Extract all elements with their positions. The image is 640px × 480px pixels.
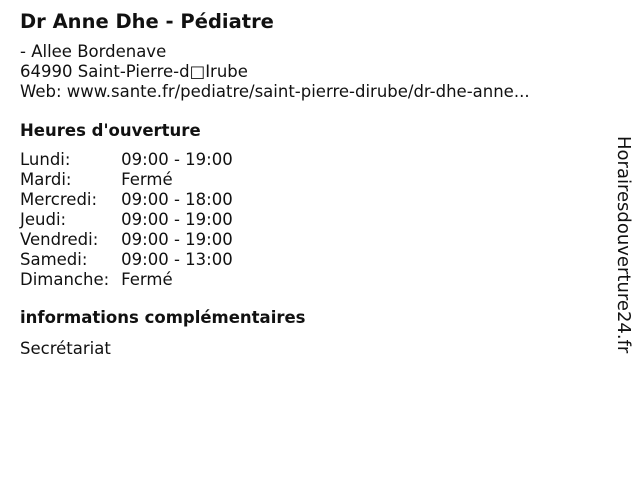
day-label: Dimanche: (20, 270, 110, 289)
additional-info-text: Secrétariat (20, 339, 111, 358)
day-label: Samedi: (20, 250, 88, 269)
day-hours: Fermé (121, 170, 173, 189)
day-hours: 09:00 - 18:00 (121, 190, 233, 209)
day-label: Jeudi: (20, 210, 67, 229)
street-address: - Allee Bordenave (20, 42, 167, 61)
city-address: 64990 Saint-Pierre-d□Irube (20, 62, 248, 81)
table-row (20, 150, 233, 170)
business-card (20, 8, 600, 359)
day-hours: Fermé (121, 270, 173, 289)
table-row (20, 250, 233, 270)
table-row (20, 190, 233, 210)
table-row (20, 170, 233, 190)
table-row (20, 210, 233, 230)
address-block (20, 42, 600, 102)
day-hours: 09:00 - 13:00 (121, 250, 233, 269)
website-link[interactable]: Web: www.sante.fr/pediatre/saint-pierre-dirube/dr-dhe-anne... (20, 82, 530, 101)
additional-info-heading: informations complémentaires (20, 308, 306, 327)
day-label: Lundi: (20, 150, 71, 169)
opening-hours-heading: Heures d'ouverture (20, 121, 201, 140)
day-hours: 09:00 - 19:00 (121, 150, 233, 169)
opening-hours-table (20, 150, 233, 290)
day-label: Vendredi: (20, 230, 99, 249)
day-hours: 09:00 - 19:00 (121, 210, 233, 229)
day-hours: 09:00 - 19:00 (121, 230, 233, 249)
page-title: Dr Anne Dhe - Pédiatre (20, 10, 274, 33)
day-label: Mardi: (20, 170, 72, 189)
table-row (20, 230, 233, 250)
table-row (20, 270, 233, 290)
day-label: Mercredi: (20, 190, 98, 209)
site-watermark: Horairesdouverture24.fr (613, 136, 634, 354)
